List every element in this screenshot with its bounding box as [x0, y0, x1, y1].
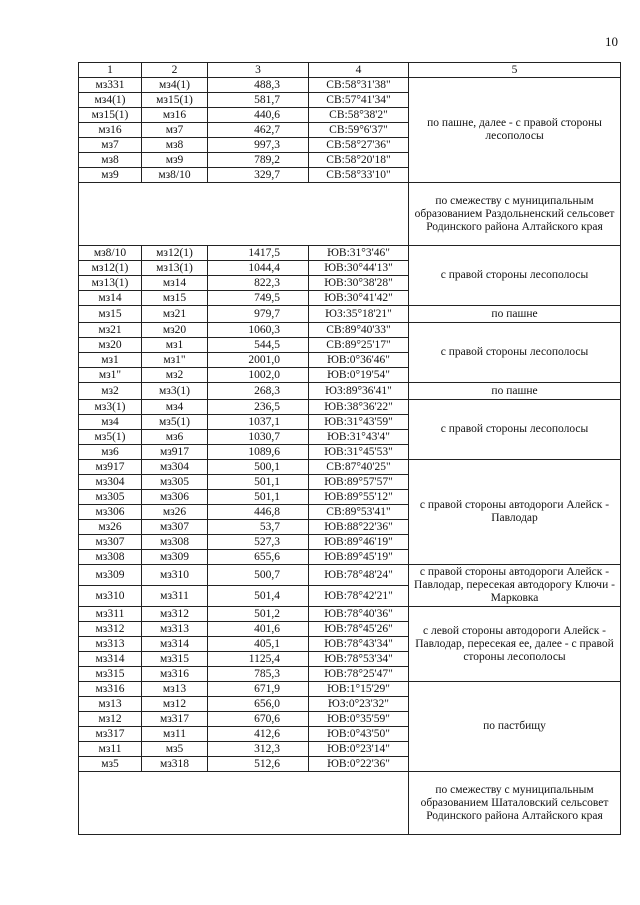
cell-col1: мз7 [79, 138, 142, 153]
cell-col4: ЮВ:89°46'19" [309, 535, 409, 550]
cell-col1: мз14 [79, 291, 142, 306]
description-cell: с правой стороны лесополосы [409, 400, 621, 460]
cell-col1: мз12 [79, 712, 142, 727]
cell-col3: 544,5 [208, 338, 309, 353]
cell-col2: мз5(1) [142, 415, 208, 430]
cell-col2: мз5 [142, 742, 208, 757]
cell-col4: ЮВ:30°38'28" [309, 276, 409, 291]
cell-col4: ЮВ:0°43'50" [309, 727, 409, 742]
cell-col3: 655,6 [208, 550, 309, 565]
cell-col2: мз315 [142, 652, 208, 667]
table-row [79, 78, 621, 93]
cell-col3: 1125,4 [208, 652, 309, 667]
cell-col1: мз26 [79, 520, 142, 535]
cell-col1: мз4(1) [79, 93, 142, 108]
cell-col3: 405,1 [208, 637, 309, 652]
cell-col1: мз21 [79, 323, 142, 338]
cell-col4: ЮВ:31°3'46" [309, 246, 409, 261]
cell-col4: ЮВ:78°48'24" [309, 565, 409, 586]
cell-col2: мз12(1) [142, 246, 208, 261]
cell-col2: мз314 [142, 637, 208, 652]
cell-col4: СВ:58°33'10" [309, 168, 409, 183]
cell-col3: 527,3 [208, 535, 309, 550]
cell-col2: мз6 [142, 430, 208, 445]
cell-col1: мз311 [79, 607, 142, 622]
cell-col3: 53,7 [208, 520, 309, 535]
adjacency-note: по смежеству с муниципальным образованием Раздольненский сельсовет Родинского района Алтайского края [409, 183, 621, 246]
empty-merged-cell [79, 772, 409, 835]
header-cell: 5 [409, 63, 621, 78]
cell-col3: 581,7 [208, 93, 309, 108]
cell-col3: 401,6 [208, 622, 309, 637]
cell-col2: мз14 [142, 276, 208, 291]
cell-col1: мз315 [79, 667, 142, 682]
table-row [79, 323, 621, 338]
cell-col2: мз316 [142, 667, 208, 682]
cell-col3: 670,6 [208, 712, 309, 727]
header-cell: 3 [208, 63, 309, 78]
cell-col1: мз317 [79, 727, 142, 742]
header-row [79, 63, 621, 78]
cell-col1: мз13 [79, 697, 142, 712]
cell-col4: СВ:58°27'36" [309, 138, 409, 153]
table-row [79, 306, 621, 323]
cell-col2: мз21 [142, 306, 208, 323]
cell-col4: ЮВ:0°36'46" [309, 353, 409, 368]
cell-col1: мз8 [79, 153, 142, 168]
cell-col4: ЮВ:89°55'12" [309, 490, 409, 505]
cell-col2: мз20 [142, 323, 208, 338]
cell-col4: ЮВ:78°40'36" [309, 607, 409, 622]
cell-col1: мз313 [79, 637, 142, 652]
cell-col3: 501,2 [208, 607, 309, 622]
cell-col3: 446,8 [208, 505, 309, 520]
cell-col4: СВ:89°53'41" [309, 505, 409, 520]
cell-col4: СВ:89°25'17" [309, 338, 409, 353]
cell-col2: мз15 [142, 291, 208, 306]
cell-col4: СВ:58°31'38" [309, 78, 409, 93]
cell-col4: ЮЗ:35°18'21" [309, 306, 409, 323]
description-cell: по пашне [409, 306, 621, 323]
cell-col3: 997,3 [208, 138, 309, 153]
description-cell: с левой стороны автодороги Алейск - Павлодар, пересекая ее, далее - с правой стороны лесополосы [409, 607, 621, 682]
cell-col2: мз312 [142, 607, 208, 622]
cell-col3: 462,7 [208, 123, 309, 138]
boundary-table [78, 62, 621, 835]
cell-col3: 440,6 [208, 108, 309, 123]
cell-col1: мз3(1) [79, 400, 142, 415]
cell-col4: ЮВ:78°42'21" [309, 586, 409, 607]
cell-col3: 789,2 [208, 153, 309, 168]
cell-col2: мз8/10 [142, 168, 208, 183]
table-row [79, 460, 621, 475]
cell-col3: 1417,5 [208, 246, 309, 261]
cell-col4: ЮВ:30°44'13" [309, 261, 409, 276]
empty-merged-cell [79, 183, 409, 246]
adjacency-note: по смежеству с муниципальным образованием Шаталовский сельсовет Родинского района Алтайского края [409, 772, 621, 835]
cell-col4: СВ:59°6'37" [309, 123, 409, 138]
cell-col3: 2001,0 [208, 353, 309, 368]
cell-col2: мз917 [142, 445, 208, 460]
cell-col4: СВ:58°38'2" [309, 108, 409, 123]
cell-col2: мз3(1) [142, 383, 208, 400]
cell-col1: мз304 [79, 475, 142, 490]
cell-col2: мз12 [142, 697, 208, 712]
page-number: 10 [605, 34, 618, 49]
cell-col4: ЮВ:78°43'34" [309, 637, 409, 652]
cell-col2: мз1" [142, 353, 208, 368]
cell-col2: мз313 [142, 622, 208, 637]
adjacency-note-row [79, 183, 621, 246]
cell-col4: ЮВ:31°43'4" [309, 430, 409, 445]
description-cell: по пашне, далее - с правой стороны лесополосы [409, 78, 621, 183]
cell-col2: мз8 [142, 138, 208, 153]
cell-col4: ЮВ:88°22'36" [309, 520, 409, 535]
cell-col4: ЮВ:89°57'57" [309, 475, 409, 490]
adjacency-note-row [79, 772, 621, 835]
cell-col1: мз310 [79, 586, 142, 607]
cell-col1: мз309 [79, 565, 142, 586]
header-cell: 2 [142, 63, 208, 78]
cell-col2: мз304 [142, 460, 208, 475]
cell-col3: 749,5 [208, 291, 309, 306]
cell-col1: мз20 [79, 338, 142, 353]
cell-col4: ЮВ:31°43'59" [309, 415, 409, 430]
cell-col3: 822,3 [208, 276, 309, 291]
cell-col2: мз318 [142, 757, 208, 772]
cell-col2: мз317 [142, 712, 208, 727]
cell-col1: мз2 [79, 383, 142, 400]
cell-col4: ЮЗ:0°23'32" [309, 697, 409, 712]
cell-col1: мз307 [79, 535, 142, 550]
description-cell: по пашне [409, 383, 621, 400]
cell-col3: 501,1 [208, 490, 309, 505]
cell-col3: 1044,4 [208, 261, 309, 276]
cell-col4: ЮЗ:89°36'41" [309, 383, 409, 400]
cell-col2: мз308 [142, 535, 208, 550]
cell-col1: мз15(1) [79, 108, 142, 123]
cell-col1: мз5(1) [79, 430, 142, 445]
cell-col1: мз1 [79, 353, 142, 368]
cell-col3: 671,9 [208, 682, 309, 697]
cell-col4: ЮВ:0°19'54" [309, 368, 409, 383]
cell-col3: 1037,1 [208, 415, 309, 430]
cell-col3: 1030,7 [208, 430, 309, 445]
cell-col1: мз312 [79, 622, 142, 637]
cell-col3: 500,7 [208, 565, 309, 586]
cell-col4: СВ:89°40'33" [309, 323, 409, 338]
cell-col2: мз26 [142, 505, 208, 520]
cell-col2: мз4(1) [142, 78, 208, 93]
cell-col1: мз917 [79, 460, 142, 475]
cell-col4: СВ:87°40'25" [309, 460, 409, 475]
cell-col1: мз316 [79, 682, 142, 697]
cell-col3: 412,6 [208, 727, 309, 742]
header-cell: 1 [79, 63, 142, 78]
cell-col2: мз11 [142, 727, 208, 742]
cell-col1: мз4 [79, 415, 142, 430]
cell-col2: мз4 [142, 400, 208, 415]
cell-col1: мз314 [79, 652, 142, 667]
cell-col2: мз9 [142, 153, 208, 168]
table-row [79, 383, 621, 400]
cell-col2: мз309 [142, 550, 208, 565]
cell-col4: ЮВ:1°15'29" [309, 682, 409, 697]
cell-col3: 488,3 [208, 78, 309, 93]
cell-col1: мз12(1) [79, 261, 142, 276]
cell-col1: мз331 [79, 78, 142, 93]
cell-col1: мз15 [79, 306, 142, 323]
header-cell: 4 [309, 63, 409, 78]
cell-col3: 1089,6 [208, 445, 309, 460]
description-cell: с правой стороны лесополосы [409, 246, 621, 306]
cell-col1: мз5 [79, 757, 142, 772]
table-row [79, 400, 621, 415]
cell-col2: мз307 [142, 520, 208, 535]
cell-col3: 501,1 [208, 475, 309, 490]
cell-col2: мз15(1) [142, 93, 208, 108]
cell-col4: ЮВ:78°53'34" [309, 652, 409, 667]
cell-col2: мз306 [142, 490, 208, 505]
cell-col3: 979,7 [208, 306, 309, 323]
cell-col3: 268,3 [208, 383, 309, 400]
cell-col2: мз1 [142, 338, 208, 353]
cell-col1: мз13(1) [79, 276, 142, 291]
cell-col4: ЮВ:38°36'22" [309, 400, 409, 415]
cell-col2: мз13 [142, 682, 208, 697]
table-row [79, 607, 621, 622]
cell-col2: мз2 [142, 368, 208, 383]
cell-col2: мз7 [142, 123, 208, 138]
cell-col2: мз16 [142, 108, 208, 123]
table-row [79, 565, 621, 586]
cell-col4: ЮВ:0°35'59" [309, 712, 409, 727]
cell-col3: 1060,3 [208, 323, 309, 338]
cell-col4: СВ:58°20'18" [309, 153, 409, 168]
cell-col1: мз305 [79, 490, 142, 505]
cell-col1: мз8/10 [79, 246, 142, 261]
cell-col4: ЮВ:0°22'36" [309, 757, 409, 772]
cell-col3: 656,0 [208, 697, 309, 712]
cell-col2: мз305 [142, 475, 208, 490]
cell-col1: мз6 [79, 445, 142, 460]
cell-col3: 785,3 [208, 667, 309, 682]
description-cell: с правой стороны лесополосы [409, 323, 621, 383]
cell-col4: ЮВ:78°45'26" [309, 622, 409, 637]
cell-col4: СВ:57°41'34" [309, 93, 409, 108]
cell-col3: 501,4 [208, 586, 309, 607]
cell-col4: ЮВ:30°41'42" [309, 291, 409, 306]
cell-col1: мз306 [79, 505, 142, 520]
cell-col2: мз13(1) [142, 261, 208, 276]
cell-col3: 329,7 [208, 168, 309, 183]
cell-col3: 312,3 [208, 742, 309, 757]
table-row [79, 246, 621, 261]
description-cell: с правой стороны автодороги Алейск - Павлодар [409, 460, 621, 565]
cell-col4: ЮВ:0°23'14" [309, 742, 409, 757]
cell-col3: 236,5 [208, 400, 309, 415]
cell-col3: 500,1 [208, 460, 309, 475]
cell-col1: мз16 [79, 123, 142, 138]
cell-col4: ЮВ:89°45'19" [309, 550, 409, 565]
cell-col4: ЮВ:78°25'47" [309, 667, 409, 682]
cell-col2: мз310 [142, 565, 208, 586]
description-cell: по пастбищу [409, 682, 621, 772]
cell-col3: 1002,0 [208, 368, 309, 383]
cell-col1: мз11 [79, 742, 142, 757]
cell-col1: мз308 [79, 550, 142, 565]
table-row [79, 682, 621, 697]
cell-col1: мз9 [79, 168, 142, 183]
cell-col2: мз311 [142, 586, 208, 607]
cell-col1: мз1" [79, 368, 142, 383]
cell-col4: ЮВ:31°45'53" [309, 445, 409, 460]
cell-col3: 512,6 [208, 757, 309, 772]
description-cell: с правой стороны автодороги Алейск - Павлодар, пересекая автодорогу Ключи - Марковка [409, 565, 621, 607]
